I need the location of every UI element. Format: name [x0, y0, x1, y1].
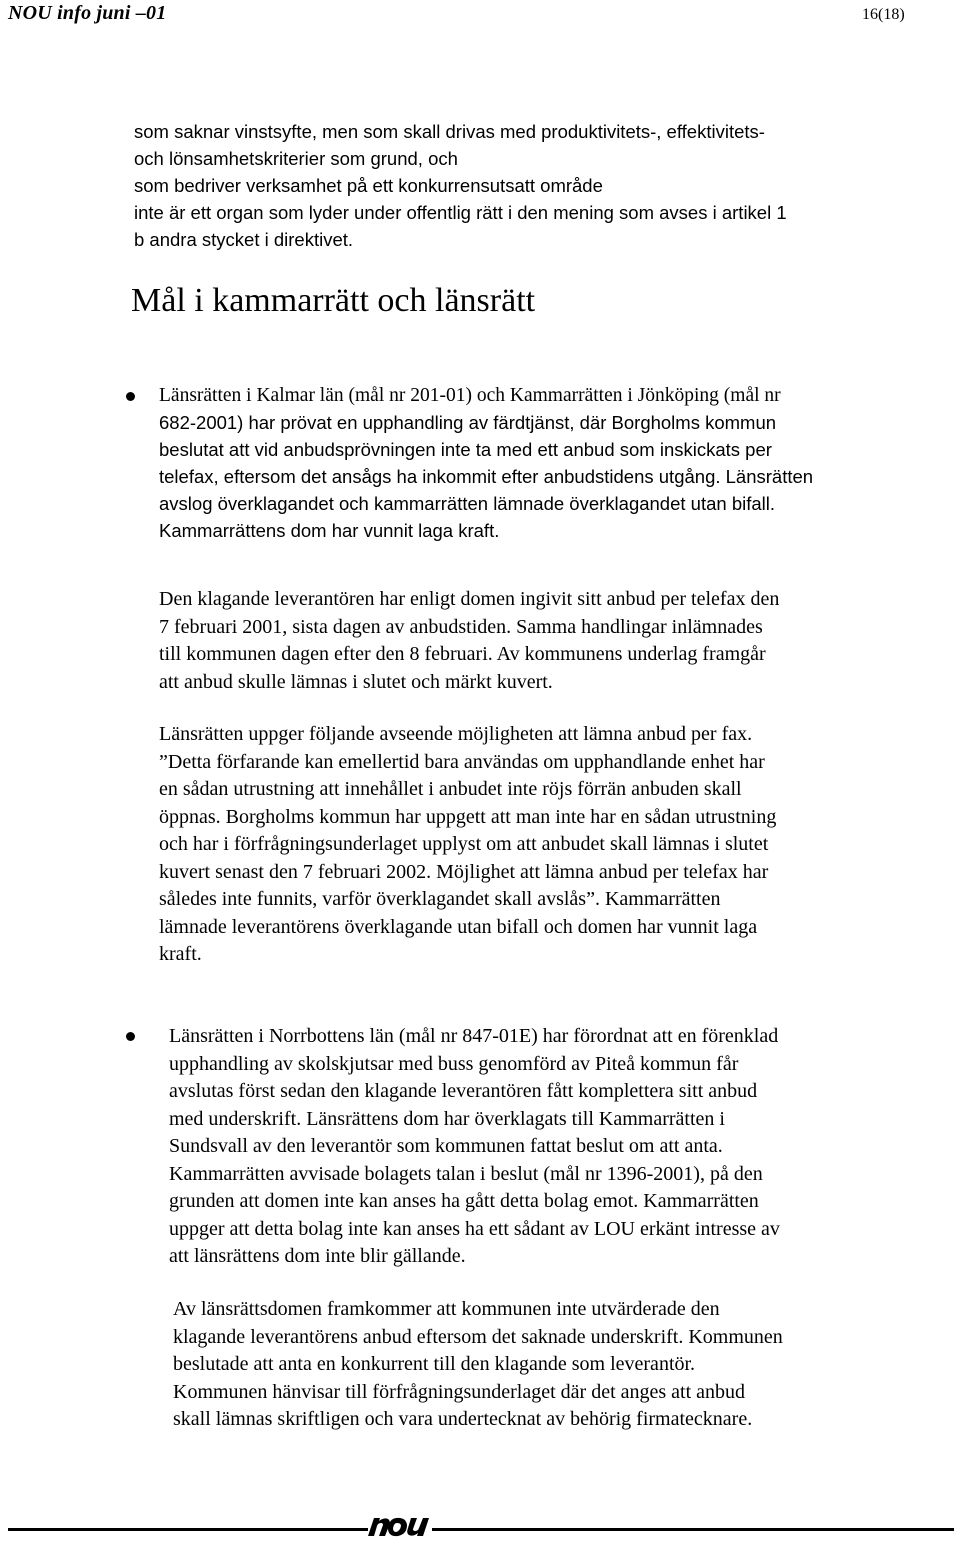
- text-line: Den klagande leverantören har enligt domen ingivit sitt anbud per telefax den: [159, 588, 780, 610]
- paragraph-lansratten-uppger: [159, 721, 776, 969]
- text-line: skall lämnas skriftligen och vara undertecknat av behörig firmatecknare.: [173, 1408, 753, 1430]
- bullet-marker: [126, 392, 135, 401]
- bullet-paragraph-norrbotten: [169, 1023, 780, 1271]
- intro-text: [134, 118, 787, 253]
- text-line: att anbud skulle lämnas i slutet och märkt kuvert.: [159, 670, 553, 693]
- text-line: telefax, eftersom det ansågs ha inkommit efter anbudstidens utgång. Länsrätten: [159, 466, 814, 487]
- text-line: således inte funnits, varför överklagandet skall avslås”. Kammarrätten: [159, 888, 721, 910]
- text-line: 7 februari 2001, sista dagen av anbudstiden. Samma handlingar inlämnades: [159, 615, 763, 638]
- text-line: grunden att domen inte kan anses ha gått detta bolag emot. Kammarrätten: [169, 1190, 759, 1212]
- footer-rule: [432, 1528, 954, 1531]
- text-line: att länsrättens dom inte blir gällande.: [169, 1245, 466, 1267]
- bullet-marker: [126, 1032, 135, 1041]
- text-line: med underskrift. Länsrättens dom har överklagats till Kammarrätten i: [169, 1107, 725, 1130]
- document-header-title: NOU info juni –01: [8, 2, 167, 24]
- text-line: som bedriver verksamhet på ett konkurrensutsatt område: [134, 175, 603, 196]
- text-line: Kammarrätten avvisade bolagets talan i beslut (mål nr 1396-2001), på den: [169, 1162, 763, 1185]
- nou-logo-icon: [366, 1512, 434, 1540]
- text-line: b andra stycket i direktivet.: [134, 229, 354, 250]
- footer-rule: [8, 1528, 368, 1531]
- paragraph-klagande-leverantor: [159, 586, 779, 696]
- text-line: och lönsamhetskriterier som grund, och: [134, 148, 458, 169]
- page-number: 16(18): [862, 6, 905, 23]
- bullet-paragraph-kalmar: [159, 382, 813, 544]
- text-line: beslutat att vid anbudsprövningen inte ta med ett anbud som inskickats per: [159, 439, 772, 460]
- text-line: Länsrätten i Kalmar län (mål nr 201-01) och Kammarrätten i Jönköping (mål nr: [159, 385, 781, 406]
- text-line: lämnade leverantörens överklagande utan bifall och domen har vunnit laga: [159, 915, 758, 938]
- text-line: Kommunen hänvisar till förfrågningsunderlaget där det anges att anbud: [173, 1380, 746, 1403]
- text-line: avslutas först sedan den klagande leverantören fått komplettera sitt anbud: [169, 1080, 758, 1102]
- text-line: en sådan utrustning att innehållet i anbudet inte röjs förrän anbuden skall: [159, 778, 742, 800]
- text-line: Sundsvall av den leverantör som kommunen fattat beslut om att anta.: [169, 1135, 723, 1157]
- text-line: beslutade att anta en konkurrent till den klagande som leverantör.: [173, 1353, 696, 1375]
- text-line: kraft.: [159, 943, 202, 965]
- text-line: Länsrätten i Norrbottens län (mål nr 847-01E) har förordnat att en förenklad: [169, 1025, 779, 1047]
- text-line: och har i förfrågningsunderlaget upplyst om att anbudet skall lämnas i slutet: [159, 833, 769, 855]
- text-line: Kammarrättens dom har vunnit laga kraft.: [159, 520, 500, 541]
- text-line: klagande leverantörens anbud eftersom det saknade underskrift. Kommunen: [173, 1325, 783, 1348]
- text-line: uppger att detta bolag inte kan anses ha ett sådant av LOU erkänt intresse av: [169, 1217, 780, 1240]
- text-line: upphandling av skolskjutsar med buss genomförd av Piteå kommun får: [169, 1052, 739, 1075]
- text-line: Länsrätten uppger följande avseende möjligheten att lämna anbud per fax.: [159, 723, 753, 745]
- text-line: till kommunen dagen efter den 8 februari. Av kommunens underlag framgår: [159, 643, 766, 665]
- text-line: avslog överklagandet och kammarrätten lämnade överklagandet utan bifall.: [159, 493, 776, 514]
- text-line: Av länsrättsdomen framkommer att kommunen inte utvärderade den: [173, 1298, 720, 1320]
- text-line: som saknar vinstsyfte, men som skall drivas med produktivitets-, effektivitets-: [134, 121, 765, 142]
- text-line: ”Detta förfarande kan emellertid bara användas om upphandlande enhet har: [159, 750, 765, 773]
- text-line: öppnas. Borgholms kommun har uppgett att man inte har en sådan utrustning: [159, 805, 777, 828]
- section-heading: Mål i kammarrätt och länsrätt: [131, 282, 536, 319]
- text-line: kuvert senast den 7 februari 2002. Möjlighet att lämna anbud per telefax har: [159, 860, 769, 883]
- text-line: 682-2001) har prövat en upphandling av färdtjänst, där Borgholms kommun: [159, 412, 777, 433]
- text-line: inte är ett organ som lyder under offentlig rätt i den mening som avses i artikel 1: [134, 202, 787, 223]
- paragraph-lansrattsdomen: [173, 1296, 783, 1434]
